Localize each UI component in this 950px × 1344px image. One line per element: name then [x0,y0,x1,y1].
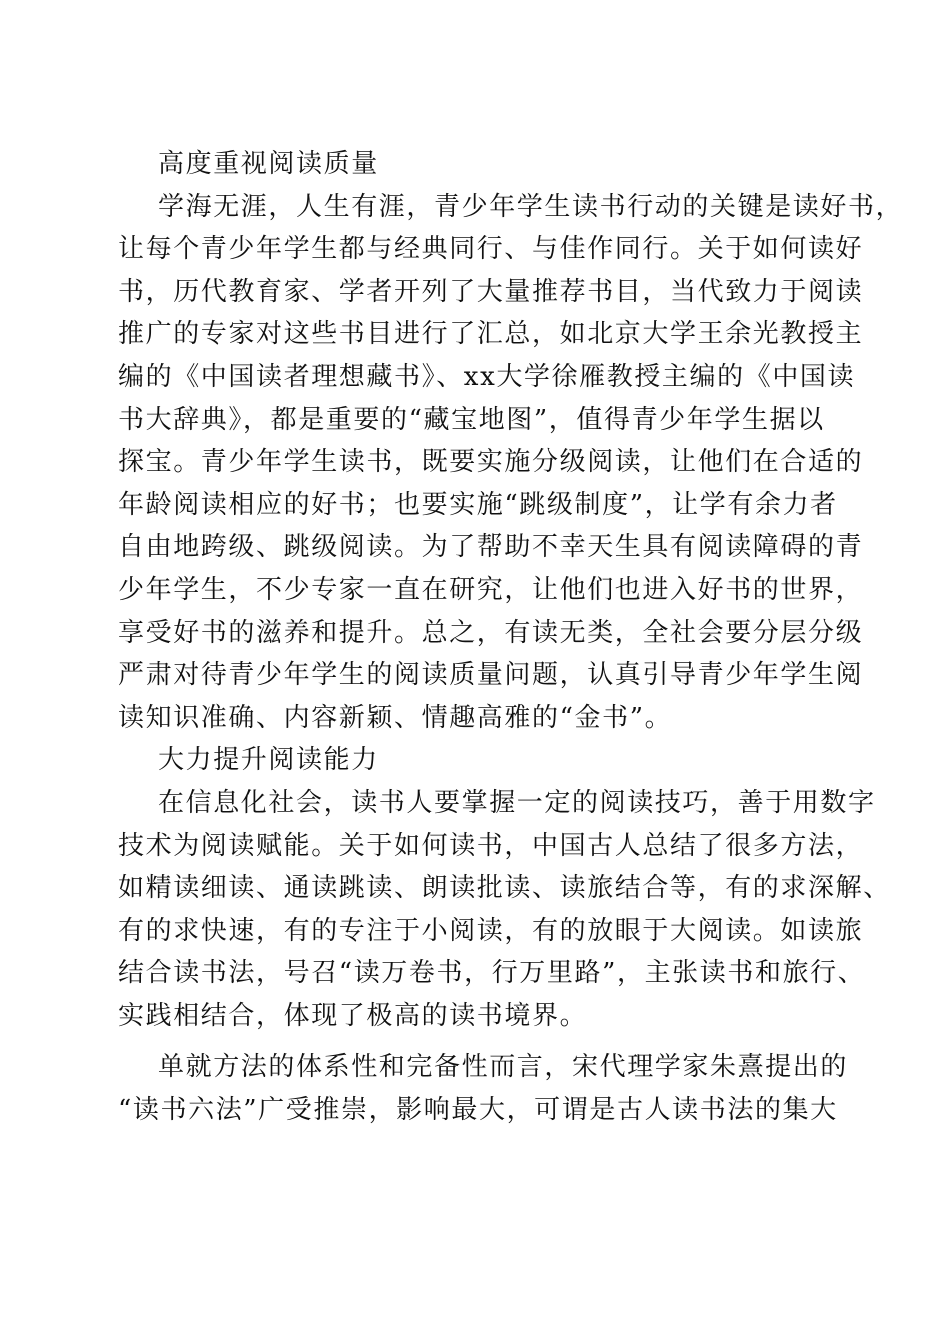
section-heading: 大力提升阅读能力 [158,745,379,776]
paragraph-line: 自由地跨级、跳级阅读。为了帮助不幸天生具有阅读障碍的青 [118,532,864,563]
paragraph-line: 单就方法的体系性和完备性而言，宋代理学家朱熹提出的 [158,1052,849,1083]
paragraph-line: 学海无涯，人生有涯，青少年学生读书行动的关键是读好书， [158,191,904,222]
paragraph-line: 在信息化社会，读书人要掌握一定的阅读技巧，善于用数字 [158,787,876,818]
paragraph-line: 书，历代教育家、学者开列了大量推荐书目，当代致力于阅读 [118,276,864,307]
paragraph-line: 书大辞典》，都是重要的“藏宝地图”，值得青少年学生据以 [118,404,825,435]
paragraph-line: 结合读书法，号召“读万卷书，行万里路”，主张读书和旅行、 [118,958,866,989]
paragraph-line: 推广的专家对这些书目进行了汇总，如北京大学王余光教授主 [118,319,864,350]
paragraph-line: 实践相结合，体现了极高的读书境界。 [118,1000,588,1031]
paragraph-line: 让每个青少年学生都与经典同行、与佳作同行。关于如何读好 [118,234,864,265]
paragraph-line: 编的《中国读者理想藏书》、xx大学徐雁教授主编的《中国读 [118,361,856,392]
paragraph-line: 如精读细读、通读跳读、朗读批读、读旅结合等，有的求深解、 [118,873,891,904]
paragraph-line: 读知识准确、内容新颖、情趣高雅的“金书”。 [118,702,673,733]
paragraph-line: 有的求快速，有的专注于小阅读，有的放眼于大阅读。如读旅 [118,915,864,946]
paragraph-line: 探宝。青少年学生读书，既要实施分级阅读，让他们在合适的 [118,447,864,478]
paragraph-line: 少年学生，不少专家一直在研究，让他们也进入好书的世界， [118,574,864,605]
document-page [118,143,904,1132]
paragraph-line: 严肃对待青少年学生的阅读质量问题，认真引导青少年学生阅 [118,660,864,691]
paragraph-line: 技术为阅读赋能。关于如何读书，中国古人总结了很多方法， [118,830,864,861]
section-heading: 高度重视阅读质量 [158,149,379,179]
paragraph-line: “读书六法”广受推崇，影响最大，可谓是古人读书法的集大 [118,1095,838,1126]
paragraph-gap [118,1037,830,1046]
paragraph-line: 享受好书的滋养和提升。总之，有读无类，全社会要分层分级 [118,617,864,648]
paragraph-line: 年龄阅读相应的好书；也要实施“跳级制度”，让学有余力者 [118,489,838,520]
